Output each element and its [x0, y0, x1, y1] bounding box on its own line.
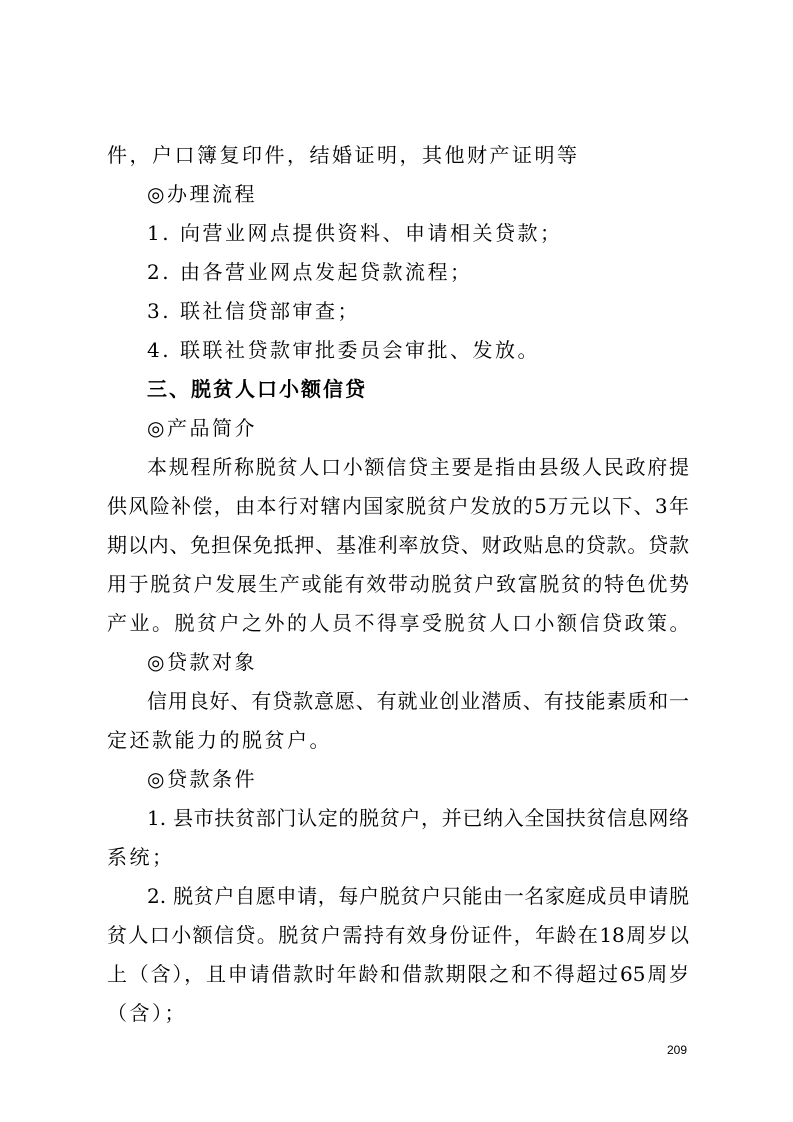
list-item: 2. 由各营业网点发起贷款流程；	[147, 260, 473, 284]
list-item: 1. 县市扶贫部门认定的脱贫户，并已纳入全国扶贫信息网络	[147, 806, 689, 830]
paragraph-line: 定还款能力的脱贫户。	[107, 728, 332, 752]
list-item: 3. 联社信贷部审查；	[147, 299, 360, 323]
list-item: 1. 向营业网点提供资料、申请相关贷款；	[147, 221, 563, 245]
paragraph-line: 信用良好、有贷款意愿、有就业创业潜质、有技能素质和一	[147, 689, 689, 713]
list-item-continuation: 贫人口小额信贷。脱贫户需持有效身份证件，年龄在18周岁以	[107, 923, 689, 947]
list-item-continuation: 上（含），且申请借款时年龄和借款期限之和不得超过65周岁	[107, 962, 689, 986]
paragraph-line: 产业。脱贫户之外的人员不得享受脱贫人口小额信贷政策。	[107, 611, 692, 635]
section-marker-target: ◎贷款对象	[147, 650, 257, 674]
list-item-continuation: （含）；	[107, 1001, 187, 1025]
section-heading: 三、脱贫人口小额信贷	[147, 377, 367, 401]
section-marker-intro: ◎产品简介	[147, 416, 257, 440]
paragraph-line: 供风险补偿，由本行对辖内国家脱贫户发放的5万元以下、3年	[107, 494, 689, 518]
paragraph-line: 期以内、免担保免抵押、基准利率放贷、财政贴息的贷款。贷款	[107, 533, 689, 557]
list-item: 4. 联联社贷款审批委员会审批、发放。	[147, 338, 540, 362]
list-item: 2. 脱贫户自愿申请，每户脱贫户只能由一名家庭成员申请脱	[147, 884, 689, 908]
page-body	[107, 136, 692, 1033]
page-number: 209	[667, 1043, 688, 1057]
section-marker-conditions: ◎贷款条件	[147, 767, 257, 791]
paragraph-line: 本规程所称脱贫人口小额信贷主要是指由县级人民政府提	[147, 455, 689, 479]
paragraph-line: 用于脱贫户发展生产或能有效带动脱贫户致富脱贫的特色优势	[107, 572, 689, 596]
section-marker-process: ◎办理流程	[147, 182, 257, 206]
text-line: 件，户口簿复印件，结婚证明，其他财产证明等	[107, 143, 580, 167]
list-item-continuation: 系统；	[107, 845, 175, 869]
